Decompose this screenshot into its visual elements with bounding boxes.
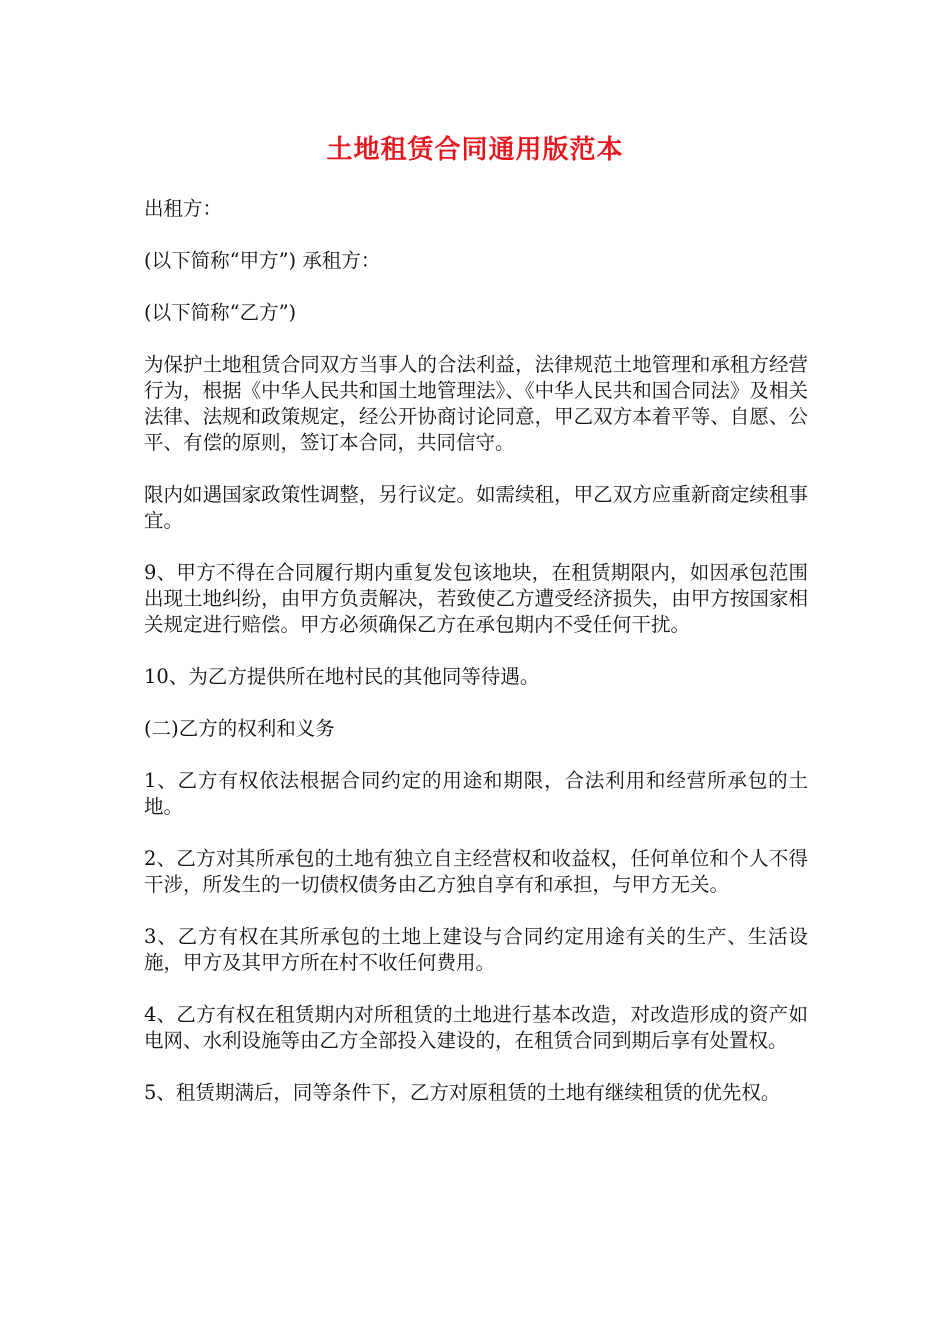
paragraph-clause-10: 10、为乙方提供所在地村民的其他同等待遇。 [144,665,540,688]
document-body [144,196,808,1132]
paragraph-b-clause-1: 1、乙方有权依法根据合同约定的用途和期限，合法利用和经营所承包的土地。 [144,769,808,818]
paragraph-party-b-note: (以下简称“乙方”) [144,301,297,324]
paragraph-lessor: 出租方： [144,197,223,220]
paragraph-b-clause-3: 3、乙方有权在其所承包的土地上建设与合同约定用途有关的生产、生活设施，甲方及其甲方所在村不收任何费用。 [144,925,808,974]
document-title: 土地租赁合同通用版范本 [326,135,624,165]
paragraph-clause-9: 9、甲方不得在合同履行期内重复发包该地块，在租赁期限内，如因承包范围出现土地纠纷，由甲方负责解决，若致使乙方遭受经济损失，由甲方按国家相关规定进行赔偿。甲方必须确保乙方在承包期内不受任何干扰。 [144,561,808,636]
section-heading-party-b-rights: (二)乙方的权利和义务 [144,717,335,740]
paragraph-b-clause-4: 4、乙方有权在租赁期内对所租赁的土地进行基本改造，对改造形成的资产如电网、水利设施等由乙方全部投入建设的，在租赁合同到期后享有处置权。 [144,1003,808,1052]
paragraph-policy-adjustment: 限内如遇国家政策性调整，另行议定。如需续租，甲乙双方应重新商定续租事宜。 [144,483,808,532]
paragraph-preamble: 为保护土地租赁合同双方当事人的合法利益，法律规范土地管理和承租方经营行为，根据《中华人民共和国土地管理法》、《中华人民共和国合同法》及相关法律、法规和政策规定，经公开协商讨论同意，甲乙双方本着平等、自愿、公平、有偿的原则，签订本合同，共同信守。 [144,353,808,454]
paragraph-lessee: (以下简称“甲方”) 承租方： [144,249,381,272]
paragraph-b-clause-5: 5、租赁期满后，同等条件下，乙方对原租赁的土地有继续租赁的优先权。 [144,1081,781,1104]
paragraph-b-clause-2: 2、乙方对其所承包的土地有独立自主经营权和收益权，任何单位和个人不得干涉，所发生的一切债权债务由乙方独自享有和承担，与甲方无关。 [144,847,808,896]
